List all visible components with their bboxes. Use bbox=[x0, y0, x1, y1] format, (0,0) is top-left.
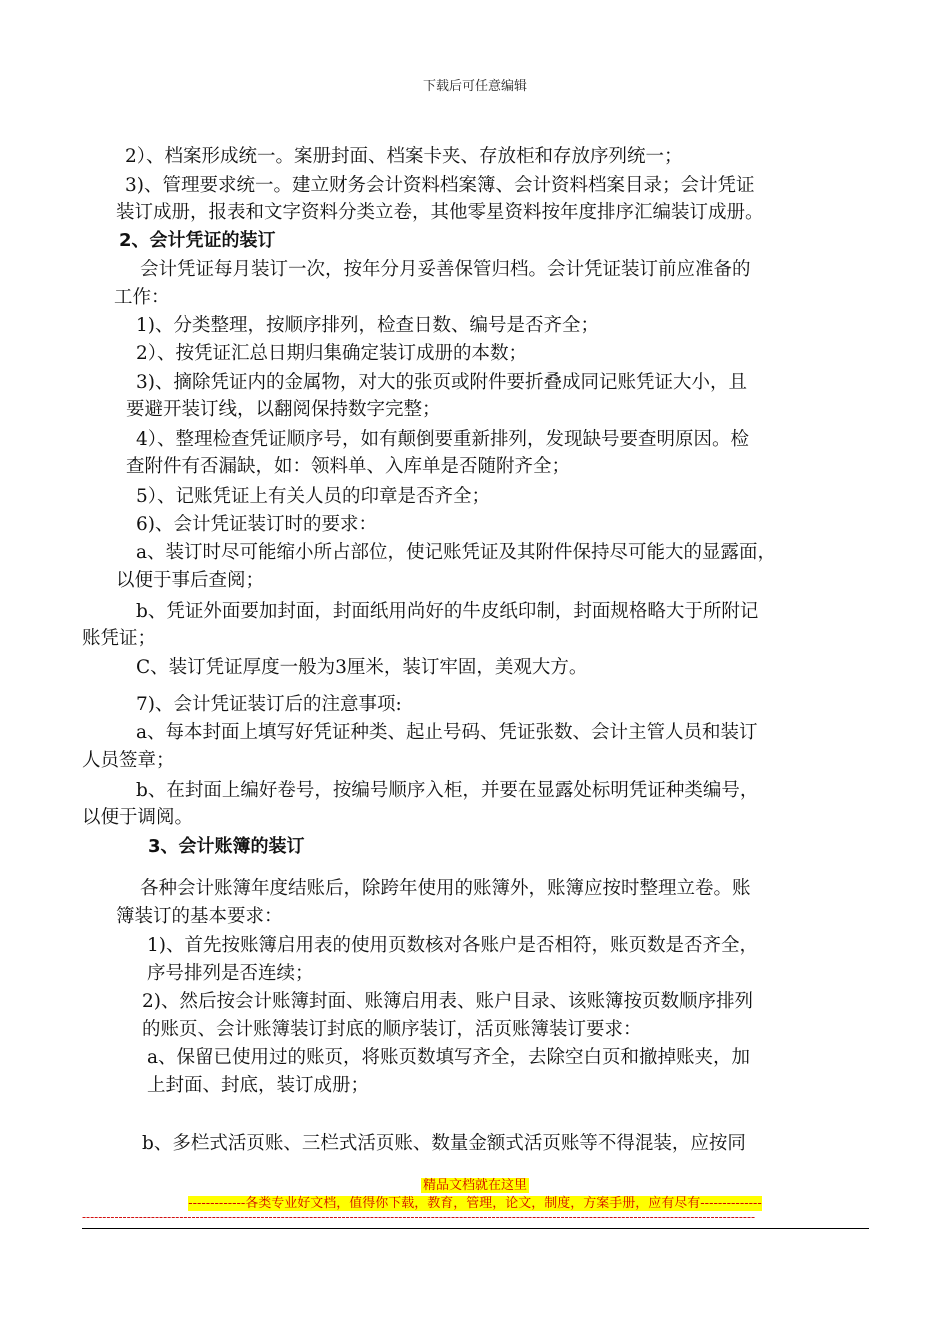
text-line: 6)、会计凭证装订时的要求： bbox=[136, 514, 377, 535]
text-line: 1)、首先按账簿启用表的使用页数核对各账户是否相符，账页数是否齐全， bbox=[147, 935, 758, 956]
footer-title bbox=[0, 1174, 950, 1193]
text-line: C、装订凭证厚度一般为3厘米，装订牢固，美观大方。 bbox=[136, 657, 588, 678]
text-line: 人员签章； bbox=[82, 750, 175, 771]
text-line: 账凭证； bbox=[82, 628, 157, 649]
text-line: 7)、会计凭证装订后的注意事项: bbox=[136, 694, 402, 715]
text-line: 4）、整理检查凭证顺序号，如有颠倒要重新排列，发现缺号要查明原因。检 bbox=[136, 429, 750, 450]
text-line: 3)、管理要求统一。建立财务会计资料档案簿、会计资料档案目录；会计凭证 bbox=[125, 175, 755, 196]
text-line: b、多栏式活页账、三栏式活页账、数量金额式活页账等不得混装，应按同 bbox=[142, 1133, 746, 1154]
section-heading: 2、会计凭证的装订 bbox=[119, 230, 276, 251]
text-line: 簿装订的基本要求： bbox=[116, 906, 283, 927]
text-line: a、装订时尽可能缩小所占部位，使记账凭证及其附件保持尽可能大的显露面， bbox=[136, 542, 777, 563]
text-line: 的账页、会计账簿装订封底的顺序装订，活页账簿装订要求： bbox=[142, 1019, 642, 1040]
text-line: a、保留已使用过的账页，将账页数填写齐全，去除空白页和撤掉账夹，加 bbox=[147, 1047, 751, 1068]
text-line: 查附件有否漏缺，如：领料单、入库单是否随附齐全； bbox=[126, 456, 571, 477]
text-line: b、在封面上编好卷号，按编号顺序入柜，并要在显露处标明凭证种类编号， bbox=[136, 780, 759, 801]
text-line: 会计凭证每月装订一次，按年分月妥善保管归档。会计凭证装订前应准备的 bbox=[140, 259, 751, 280]
text-line: 3)、摘除凭证内的金属物，对大的张页或附件要折叠成同记账凭证大小，且 bbox=[136, 372, 747, 393]
footer-title-text: 精品文档就在这里 bbox=[422, 1178, 527, 1193]
footer-dashes: ---------------------------------------------------------------------------------------------------------------------------------------------------------------------- bbox=[82, 1210, 756, 1224]
text-line: 5）、记账凭证上有关人员的印章是否齐全； bbox=[136, 486, 491, 507]
text-line: 装订成册，报表和文字资料分类立卷，其他零星资料按年度排序汇编装订成册。 bbox=[116, 202, 764, 223]
text-line: 2)、然后按会计账簿封面、账簿启用表、账户目录、该账簿按页数顺序排列 bbox=[142, 991, 753, 1012]
page-header: 下载后可任意编辑 bbox=[422, 79, 527, 94]
footer-banner-text: -------------各类专业好文档，值得你下载，教育，管理，论文，制度，方案手册，应有尽有-------------- bbox=[188, 1196, 762, 1211]
text-line: a、每本封面上填写好凭证种类、起止号码、凭证张数、会计主管人员和装订 bbox=[136, 722, 758, 743]
text-line: 2）、按凭证汇总日期归集确定装订成册的本数； bbox=[136, 343, 528, 364]
text-line: 1)、分类整理，按顺序排列，检查日数、编号是否齐全； bbox=[136, 315, 599, 336]
text-line: 2）、档案形成统一。案册封面、档案卡夹、存放柜和存放序列统一； bbox=[125, 146, 683, 167]
text-line: 以便于事后查阅； bbox=[116, 570, 265, 591]
text-line: 上封面、封底，装订成册； bbox=[147, 1075, 370, 1096]
text-line: 以便于调阅。 bbox=[82, 807, 194, 828]
text-line: b、凭证外面要加封面，封面纸用尚好的牛皮纸印制，封面规格略大于所附记 bbox=[136, 601, 759, 622]
text-line: 各种会计账簿年度结账后，除跨年使用的账簿外，账簿应按时整理立卷。账 bbox=[140, 878, 751, 899]
text-line: 要避开装订线，以翻阅保持数字完整； bbox=[126, 399, 441, 420]
text-line: 工作： bbox=[114, 287, 170, 308]
section-heading: 3、会计账簿的装订 bbox=[148, 836, 305, 857]
footer-banner bbox=[0, 1192, 950, 1211]
footer-divider bbox=[82, 1228, 869, 1229]
text-line: 序号排列是否连续； bbox=[147, 963, 314, 984]
